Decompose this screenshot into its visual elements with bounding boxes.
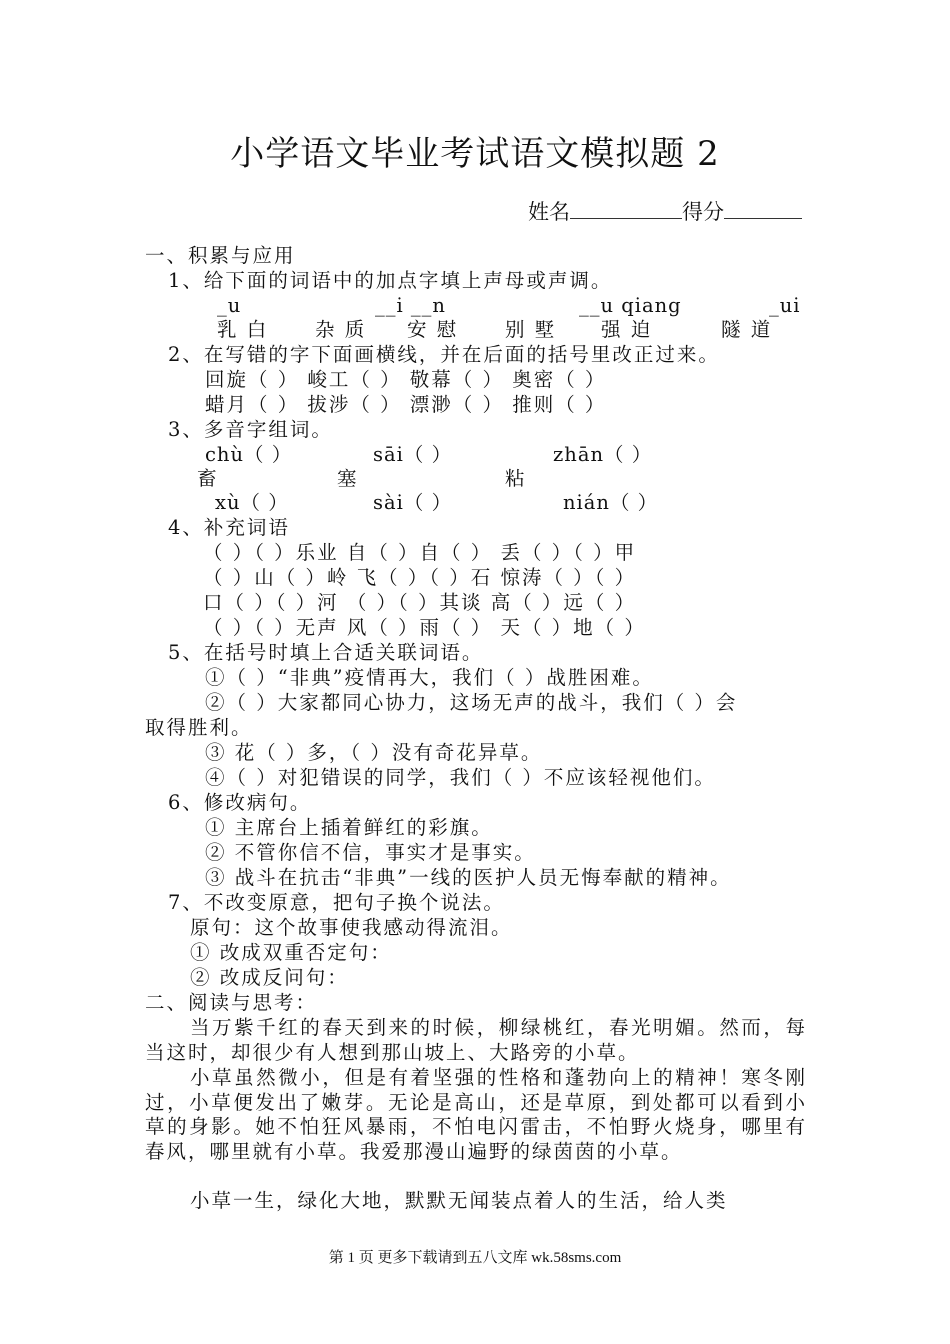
q5-line: ④（ ）对犯错误的同学，我们（ ）不应该轻视他们。: [205, 766, 716, 789]
q2-line: 蜡月（ ） 拔涉（ ） 漂渺（ ） 推则（ ）: [205, 393, 607, 416]
q5-line: ①（ ）“非典”疫情再大，我们（ ）战胜困难。: [205, 666, 654, 689]
q4-line: （ ）山（ ）岭 飞（ ）（ ）石 惊涛（ ）（ ）: [203, 566, 637, 589]
q7-line: ② 改成反问句：: [190, 966, 349, 989]
q2-line: 回旋（ ） 峻工（ ） 敬幕（ ） 奥密（ ）: [205, 368, 607, 391]
question-6: 6、修改病句。: [168, 791, 312, 814]
pinyin-blank: __i __n: [375, 294, 446, 317]
question-1: 1、给下面的词语中的加点字填上声母或声调。: [168, 269, 613, 292]
section-heading: 二、阅读与思考：: [145, 991, 318, 1014]
q7-line: ① 改成双重否定句：: [190, 941, 392, 964]
pinyin-blank: _u: [217, 294, 242, 317]
pinyin-blank: __u qiang: [579, 294, 682, 317]
q5-line: ③ 花（ ）多，（ ）没有奇花异草。: [205, 741, 543, 764]
reading-paragraph: 小草一生，绿化大地，默默无闻装点着人的生活，给人类: [190, 1189, 728, 1212]
polyphone-blank: sài（ ）: [373, 491, 453, 514]
polyphone-blank: zhān（ ）: [553, 443, 653, 466]
word: 隧 道: [721, 318, 773, 341]
q7-line: 原句：这个故事使我感动得流泪。: [190, 916, 513, 939]
word: 强 迫: [601, 318, 653, 341]
q4-line: （ ）（ ）无声 风（ ）雨（ ） 天（ ）地（ ）: [203, 616, 646, 639]
question-4: 4、补充词语: [168, 516, 290, 539]
word: 乳 白: [217, 318, 269, 341]
score-label: 得分: [682, 200, 724, 224]
q4-line: （ ）（ ）乐业 自（ ）自（ ） 丢（ ）（ ）甲: [203, 541, 637, 564]
q4-line: 口（ ）（ ）河 （ ）（ ）其谈 高（ ）远（ ）: [203, 591, 637, 614]
polyphone-char: 粘: [505, 467, 527, 490]
polyphone-char: 塞: [337, 467, 359, 490]
polyphone-blank: xù（ ）: [215, 491, 289, 514]
question-7: 7、不改变原意，把句子换个说法。: [168, 891, 505, 914]
polyphone-blank: chù（ ）: [205, 443, 293, 466]
q6-line: ① 主席台上插着鲜红的彩旗。: [205, 816, 493, 839]
reading-paragraph: 当万紫千红的春天到来的时候，柳绿桃红，春光明媚。然而，每当这时，却很少有人想到那山坡上、大路旁的小草。: [145, 1016, 807, 1064]
section-heading: 一、积累与应用: [145, 244, 296, 267]
page-footer: 第 1 页 更多下载请到五八文库 wk.58sms.com: [328, 1250, 622, 1266]
q5-line: ②（ ）大家都同心协力，这场无声的战斗，我们（ ）会: [205, 691, 738, 714]
word: 杂 质: [315, 318, 367, 341]
q5-line: 取得胜利。: [145, 716, 253, 739]
reading-paragraph: 小草虽然微小，但是有着坚强的性格和蓬勃向上的精神！寒冬刚过，小草便发出了嫩芽。无论是高山，还是草原，到处都可以看到小草的身影。她不怕狂风暴雨，不怕电闪雷击，不怕野火烧身，哪里有春风，哪里就有小草。我爱那漫山遍野的绿茵茵的小草。: [145, 1066, 807, 1163]
score-blank: [724, 198, 802, 219]
pinyin-blank: _ui: [769, 294, 801, 317]
name-blank: [570, 198, 682, 219]
q6-line: ② 不管你信不信，事实才是事实。: [205, 841, 536, 864]
word: 安 慰: [407, 318, 459, 341]
name-score-line: [528, 196, 802, 226]
question-2: 2、在写错的字下面画横线，并在后面的括号里改正过来。: [168, 343, 720, 366]
page-title: 小学语文毕业考试语文模拟题 2: [230, 134, 720, 174]
q6-line: ③ 战斗在抗击“非典”一线的医护人员无悔奉献的精神。: [205, 866, 732, 889]
polyphone-char: 畜: [197, 467, 219, 490]
polyphone-blank: sāi（ ）: [373, 443, 453, 466]
question-3: 3、多音字组词。: [168, 418, 333, 441]
question-5: 5、在括号时填上合适关联词语。: [168, 641, 484, 664]
polyphone-blank: nián（ ）: [563, 491, 659, 514]
name-label: 姓名: [528, 200, 570, 224]
word: 别 墅: [505, 318, 557, 341]
